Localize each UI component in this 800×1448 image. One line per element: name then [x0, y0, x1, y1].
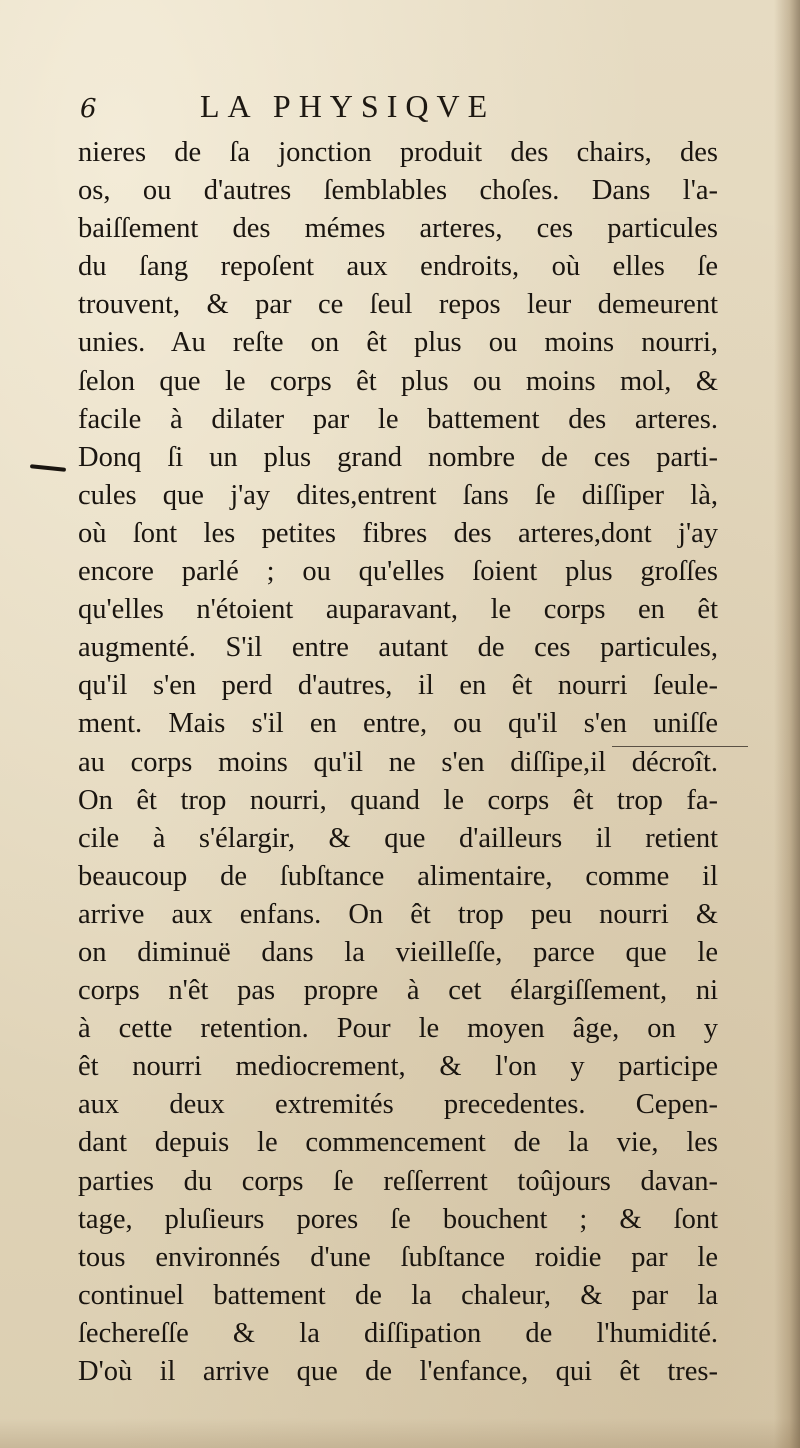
text-line: trouvent, & par ce ſeul repos leur demeurent	[78, 289, 718, 321]
text-line: au corps moins qu'il ne s'en diſſipe,il décroît.	[78, 746, 718, 778]
text-line: os, ou d'autres ſemblables choſes. Dans l'a-	[78, 175, 718, 207]
text-line: continuel battement de la chaleur, & par la	[78, 1279, 718, 1311]
text-line: arrive aux enfans. On êt trop peu nourri &	[78, 898, 718, 930]
page-bottom-shadow	[0, 1418, 800, 1448]
text-line: On êt trop nourri, quand le corps êt trop fa-	[78, 784, 718, 816]
text-line: qu'elles n'étoient auparavant, le corps en êt	[78, 594, 718, 626]
text-line: tage, pluſieurs pores ſe bouchent ; & ſont	[78, 1203, 718, 1235]
text-line: D'où il arrive que de l'enfance, qui êt tres-	[78, 1356, 718, 1387]
text-line: encore parlé ; ou qu'elles ſoient plus groſſes	[78, 556, 718, 588]
running-title: LA PHYSIQVE	[200, 88, 496, 124]
text-line: nieres de ſa jonction produit des chairs, des	[78, 137, 718, 168]
text-line: unies. Au reſte on êt plus ou moins nourri,	[78, 327, 718, 359]
page-number: 6	[80, 94, 97, 124]
page-header	[80, 88, 720, 128]
text-line: aux deux extremités precedentes. Cepen-	[78, 1089, 718, 1121]
text-line: augmenté. S'il entre autant de ces particules,	[78, 632, 718, 664]
text-line: où ſont les petites fibres des arteres,dont j'ay	[78, 517, 718, 549]
text-line: ſelon que le corps êt plus ou moins mol, &	[78, 365, 718, 397]
page-edge-shadow	[774, 0, 800, 1448]
text-line: baiſſement des mémes arteres, ces particules	[78, 213, 718, 245]
text-line: du ſang repoſent aux endroits, où elles ſe	[78, 251, 718, 283]
text-line: à cette retention. Pour le moyen âge, on y	[78, 1013, 718, 1045]
text-line: beaucoup de ſubſtance alimentaire, comme il	[78, 860, 718, 892]
text-line: cile à s'élargir, & que d'ailleurs il retient	[78, 822, 718, 854]
text-line: cules que j'ay dites,entrent ſans ſe diſſiper là,	[78, 479, 718, 511]
text-line: corps n'êt pas propre à cet élargiſſement, ni	[78, 975, 718, 1007]
text-line: on diminuë dans la vieilleſſe, parce que le	[78, 936, 718, 968]
text-line: Donq ſi un plus grand nombre de ces parti-	[78, 441, 718, 473]
body-text	[78, 134, 718, 1391]
text-line: êt nourri mediocrement, & l'on y participe	[78, 1051, 718, 1083]
text-line: ſechereſſe & la diſſipation de l'humidité.	[78, 1317, 718, 1349]
text-line: ment. Mais s'il en entre, ou qu'il s'en uniſſe	[78, 708, 718, 740]
text-line: qu'il s'en perd d'autres, il en êt nourri ſeule-	[78, 670, 718, 702]
text-line: parties du corps ſe reſſerrent toûjours davan-	[78, 1165, 718, 1197]
text-line: facile à dilater par le battement des arteres.	[78, 403, 718, 435]
text-line: dant depuis le commencement de la vie, les	[78, 1127, 718, 1159]
margin-ink-mark	[30, 464, 66, 472]
text-line: tous environnés d'une ſubſtance roidie par le	[78, 1241, 718, 1273]
